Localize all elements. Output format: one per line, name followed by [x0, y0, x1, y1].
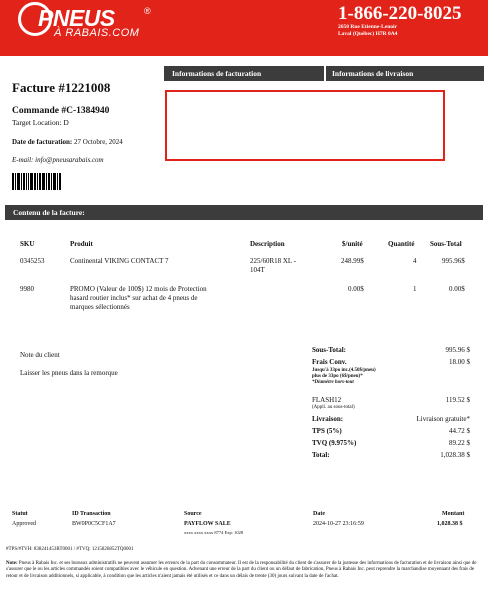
target-location: Target Location: D	[12, 118, 69, 127]
col-header-description: Description	[250, 240, 285, 248]
shipping-info-heading: Informations de livraison	[332, 69, 414, 78]
info-header-bar	[164, 66, 484, 81]
col-header-sku: SKU	[20, 240, 35, 248]
payment-header-amount: Montant	[442, 511, 465, 517]
fees-label: Frais Conv.	[312, 358, 347, 366]
payment-card-exp: Exp: 1028	[224, 530, 244, 535]
legal-note	[6, 561, 482, 580]
payment-source: PAYFLOW SALE	[184, 521, 231, 527]
invoice-email	[12, 156, 104, 164]
col-header-product: Produit	[70, 240, 93, 248]
tps-value: 44.72 $	[449, 427, 470, 435]
payment-header-transaction: ID Transaction	[72, 511, 111, 517]
row-product-line: hasard routier inclus* sur achat de 4 pneus de	[70, 294, 198, 302]
payment-status: Approved	[12, 521, 36, 527]
row-product-line: marques sélectionnés	[70, 303, 130, 311]
shipping-value: Livraison gratuite*	[416, 415, 470, 423]
promo-code-value: 119.52 $	[445, 396, 470, 404]
client-note-label: Note du client	[20, 351, 60, 359]
row-description	[250, 257, 296, 275]
billing-info-heading: Informations de facturation	[172, 69, 262, 78]
payment-card-number: xxxx xxxx xxxx 8774	[184, 530, 224, 535]
email-value[interactable]: info@pneusarabais.com	[35, 156, 104, 164]
invoice-title: Facture #1221008	[12, 80, 111, 95]
col-header-subtotal: Sous-Total	[430, 240, 462, 248]
payment-transaction-id: BW0P0C5CF1A7	[72, 521, 116, 527]
row-unit-price: 248.99$	[341, 257, 364, 265]
tps-label: TPS (5%)	[312, 427, 342, 435]
header-banner	[0, 0, 488, 56]
fees-note-line: Jusqu'à 33po inc.(4.50$/pneu)	[312, 368, 376, 373]
promo-code-note: (Appli. au sous-total)	[312, 405, 355, 410]
logo-sub-text: À RABAIS.COM	[54, 27, 140, 39]
row-sku: 0345253	[20, 257, 45, 265]
logo-main-text: PNEUS	[38, 5, 115, 31]
invoice-date-value: 27 Octobre, 2024	[74, 138, 123, 146]
payment-amount: 1,028.38 $	[437, 521, 463, 527]
invoice-date	[12, 138, 123, 146]
legal-note-label: Note:	[6, 561, 18, 566]
client-note-text: Laisser les pneus dans la remorque	[20, 369, 118, 377]
order-number: Commande #C-1384940	[12, 106, 110, 116]
tax-numbers: #TPS/#TVH: 838241453RT0001 / #TVQ: 1215826852TQ0001	[6, 547, 134, 552]
company-logo[interactable]	[18, 2, 168, 46]
row-product: Continental VIKING CONTACT 7	[70, 257, 169, 265]
total-label: Total:	[312, 451, 330, 459]
row-quantity: 4	[413, 257, 417, 265]
row-subtotal: 995.96$	[442, 257, 465, 265]
row-product-line: PROMO (Valeur de 100$) 12 mois de Protection	[70, 285, 207, 293]
row-subtotal: 0.00$	[449, 285, 465, 293]
fees-note-line: plus de 33po (6$/pneu)*	[312, 374, 363, 379]
payment-header-date: Date	[313, 511, 325, 517]
tvq-value: 89.22 $	[449, 439, 470, 447]
col-header-unit-price: $/unité	[342, 240, 363, 248]
fees-value: 18.00 $	[449, 358, 470, 366]
legal-note-text: Pneus à Rabais Inc. et ses bureaux administratifs ne peuvent assumer les erreurs de la part du consommateur. Il est de la responsabilité du client de s'assurer de la justesse des informations de facturation et de livraison ainsi que de s'assurer que le ou les articles commandés soient compatibles avec le véhicule en question. Advenant une erreur de la part du client ou un défaut de fabrication, Pneus à Rabais Inc. peut reprendre la marchandise moyennant des frais de retour et de livraison additionnels, si applicable, à condition que les articles n'aient jamais été utilisés et ce dans un délais de trente (30) jours suivant la date de l'achat.	[6, 561, 477, 579]
tvq-label: TVQ (9.975%)	[312, 439, 357, 447]
invoice-date-label: Date de facturation:	[12, 138, 73, 146]
payment-date: 2024-10-27 23:16:59	[313, 521, 364, 527]
row-product	[70, 285, 207, 312]
payment-header-status: Statut	[12, 511, 28, 517]
logo-registered-mark: ®	[144, 6, 151, 16]
total-value: 1,028.38 $	[440, 451, 470, 459]
barcode-icon	[12, 173, 62, 190]
address-line-1: 2650 Rue Etienne-Lenoir	[338, 24, 397, 30]
row-description-line: 104T	[250, 266, 265, 274]
phone-number[interactable]: 1-866-220-8025	[338, 3, 462, 24]
payment-card	[184, 530, 243, 535]
payment-header-source: Source	[184, 511, 202, 517]
address-line-2: Laval (Québec) H7R 0A4	[338, 31, 398, 37]
subtotal-value: 995.96 $	[445, 346, 470, 354]
row-quantity: 1	[413, 285, 417, 293]
email-label: E-mail:	[12, 156, 34, 164]
fees-note	[312, 368, 376, 386]
content-title: Contenu de la facture:	[13, 208, 85, 217]
fees-note-line: *Diamètre hors-tout	[312, 380, 354, 385]
promo-code-label: FLASH12	[312, 396, 342, 404]
header-divider	[324, 66, 326, 81]
row-description-line: 225/60R18 XL -	[250, 257, 297, 265]
subtotal-label: Sous-Total:	[312, 346, 346, 354]
content-header-bar	[5, 205, 483, 220]
shipping-label: Livraison:	[312, 415, 344, 423]
col-header-quantity: Quantité	[388, 240, 415, 248]
company-address	[338, 24, 397, 38]
row-unit-price: 0.00$	[348, 285, 364, 293]
row-sku: 9980	[20, 285, 34, 293]
redacted-address-box	[165, 90, 445, 161]
